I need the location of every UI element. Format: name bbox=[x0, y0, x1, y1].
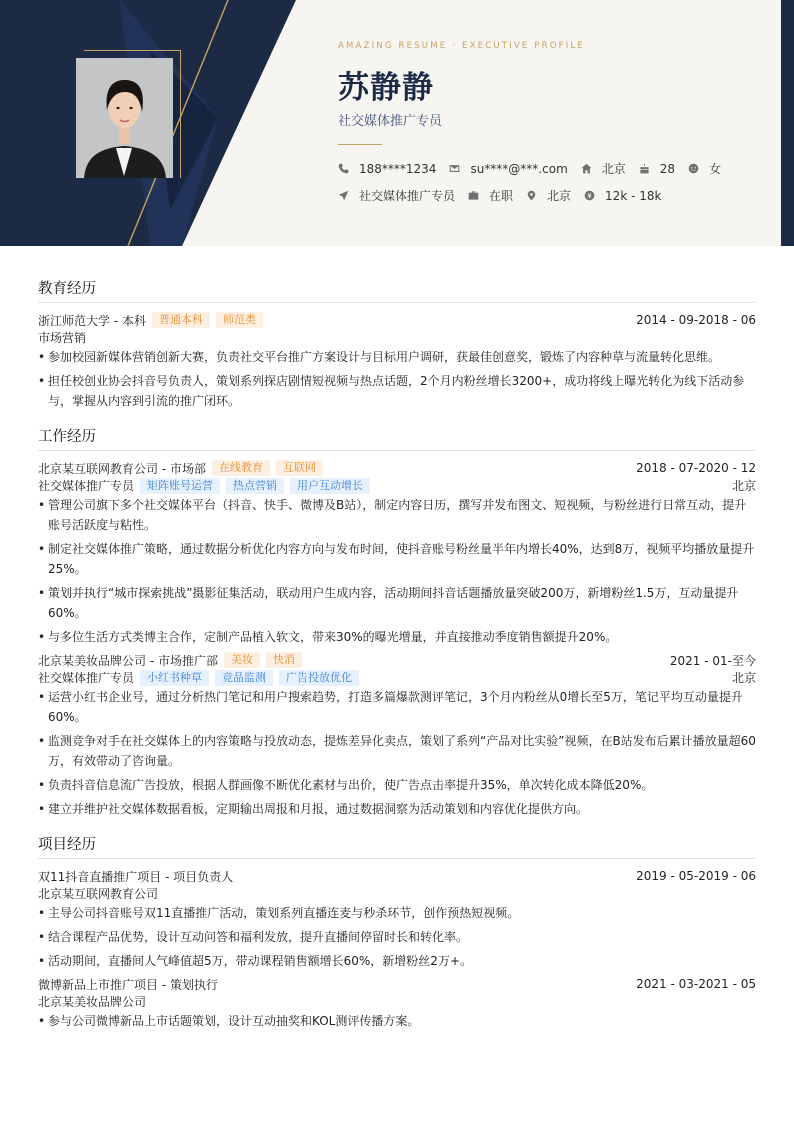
candidate-job-title: 社交媒体推广专员 bbox=[338, 114, 443, 129]
work-section bbox=[38, 425, 756, 823]
project-name-role: 双11抖音直播推广项目 - 项目负责人 bbox=[38, 869, 234, 884]
right-navy-strip bbox=[781, 0, 794, 246]
target-city-info bbox=[526, 187, 571, 204]
school-degree: 浙江师范大学 - 本科 bbox=[38, 313, 146, 328]
residence-info bbox=[581, 160, 626, 177]
bullet-item: • 参加校园新媒体营销创新大赛，负责社交平台推广方案设计与目标用户调研，获最佳创意奖，锻炼了内容种草与流量转化思维。 bbox=[38, 347, 756, 367]
expected-salary-text: 12k - 18k bbox=[605, 188, 662, 203]
gender-text: 女 bbox=[709, 162, 722, 176]
company-department: 北京某美妆品牌公司 - 市场推广部 bbox=[38, 653, 218, 668]
bullet-item: • 监测竞争对手在社交媒体上的内容策略与投放动态，提炼差异化卖点，策划了系列“产品对比实验”视频，在B站发布后累计播放量超60万，有效带动了咨询量。 bbox=[38, 731, 756, 771]
section-title: 教育经历 bbox=[38, 277, 756, 303]
education-entry bbox=[38, 311, 756, 411]
work-city: 北京 bbox=[731, 479, 756, 493]
skill-tag: 用户互动增长 bbox=[290, 478, 370, 494]
entry-date: 2019 - 05-2019 - 06 bbox=[636, 869, 756, 883]
bullet-list bbox=[38, 1011, 756, 1031]
work-city: 北京 bbox=[731, 671, 756, 685]
projects-section bbox=[38, 833, 756, 1035]
bullet-item: • 策划并执行“城市探索挑战”摄影征集活动，联动用户生成内容，活动期间抖音话题播放量突破200万，新增粉丝1.5万，互动量提升60%。 bbox=[38, 583, 756, 623]
project-name-role: 微博新品上市推广项目 - 策划执行 bbox=[38, 977, 218, 992]
entry-header bbox=[38, 975, 756, 993]
bullet-item: • 管理公司旗下多个社交媒体平台（抖音、快手、微博及B站），制定内容日历，撰写并发布图文、短视频，与粉丝进行日常互动，提升账号活跃度与粘性。 bbox=[38, 495, 756, 535]
bullet-item: • 与多位生活方式类博主合作，定制产品植入软文，带来30%的曝光增量，并直接推动季度销售额提升20%。 bbox=[38, 627, 756, 647]
resume-header bbox=[0, 0, 794, 246]
bullet-list bbox=[38, 903, 756, 971]
project-company-text: 北京某互联网教育公司 bbox=[38, 887, 159, 901]
project-company bbox=[38, 885, 756, 903]
section-title: 项目经历 bbox=[38, 833, 756, 859]
briefcase-icon bbox=[468, 190, 479, 201]
bullet-item: • 担任校创业协会抖音号负责人，策划系列探店剧情短视频与热点话题，2个月内粉丝增长3200+，成功将线上曝光转化为线下活动参与，掌握从内容到引流的推广闭环。 bbox=[38, 371, 756, 411]
education-section bbox=[38, 277, 756, 415]
bullet-item: • 负责抖音信息流广告投放，根据人群画像不断优化素材与出价，使广告点击率提升35%，单次转化成本降低20%。 bbox=[38, 775, 756, 795]
skill-tag: 热点营销 bbox=[226, 478, 284, 494]
project-company bbox=[38, 993, 756, 1011]
age-text: 28 bbox=[659, 161, 676, 176]
major-text: 市场营销 bbox=[38, 331, 87, 345]
school-tag: 师范类 bbox=[216, 312, 263, 328]
entry-date: 2014 - 09-2018 - 06 bbox=[636, 313, 756, 327]
industry-tag: 互联网 bbox=[276, 460, 323, 476]
phone-text: 188****1234 bbox=[359, 161, 437, 176]
school-tag: 普通本科 bbox=[152, 312, 210, 328]
header-tagline: AMAZING RESUME · EXECUTIVE PROFILE bbox=[338, 41, 585, 51]
entry-header bbox=[38, 651, 756, 669]
entry-date: 2021 - 01-至今 bbox=[669, 653, 756, 668]
target-position-text: 社交媒体推广专员 bbox=[359, 189, 456, 203]
bullet-list bbox=[38, 495, 756, 647]
bullet-item: • 运营小红书企业号，通过分析热门笔记和用户搜索趋势，打造多篇爆款测评笔记，3个月内粉丝从0增长至5万，笔记平均互动量提升60%。 bbox=[38, 687, 756, 727]
role-line bbox=[38, 477, 756, 495]
bullet-item: • 建立并维护社交媒体数据看板，定期输出周报和月报，通过数据洞察为活动策划和内容优化提供方向。 bbox=[38, 799, 756, 819]
major bbox=[38, 329, 756, 347]
job-intent-row bbox=[338, 187, 674, 204]
candidate-name: 苏静静 bbox=[338, 70, 434, 106]
project-entry bbox=[38, 867, 756, 971]
work-entry bbox=[38, 459, 756, 647]
entry-header bbox=[38, 459, 756, 477]
industry-tag: 美妆 bbox=[224, 652, 260, 668]
project-entry bbox=[38, 975, 756, 1031]
role-line bbox=[38, 669, 756, 687]
bullet-item: • 结合课程产品优势，设计互动问答和福利发放，提升直播间停留时长和转化率。 bbox=[38, 927, 756, 947]
bullet-list bbox=[38, 347, 756, 411]
email-info bbox=[449, 162, 567, 176]
home-icon bbox=[581, 163, 592, 174]
gold-divider bbox=[338, 144, 382, 145]
location-pin-icon bbox=[526, 190, 537, 201]
entry-header bbox=[38, 867, 756, 885]
bullet-item: • 制定社交媒体推广策略，通过数据分析优化内容方向与发布时间，使抖音账号粉丝量半年内增长40%，达到8万，视频平均播放量提升25%。 bbox=[38, 539, 756, 579]
entry-date: 2018 - 07-2020 - 12 bbox=[636, 461, 756, 475]
target-city-text: 北京 bbox=[547, 189, 572, 203]
role-text: 社交媒体推广专员 bbox=[38, 671, 135, 685]
industry-tag: 在线教育 bbox=[212, 460, 270, 476]
skill-tag: 广告投放优化 bbox=[279, 670, 359, 686]
contact-info-row bbox=[338, 160, 734, 177]
email-text: su****@***.com bbox=[470, 161, 568, 176]
entry-date: 2021 - 03-2021 - 05 bbox=[636, 977, 756, 991]
entry-header bbox=[38, 311, 756, 329]
skill-tag: 竞品监测 bbox=[215, 670, 273, 686]
company-department: 北京某互联网教育公司 - 市场部 bbox=[38, 461, 206, 476]
age-info bbox=[639, 162, 675, 176]
bullet-list bbox=[38, 687, 756, 819]
mail-icon bbox=[449, 163, 460, 174]
send-icon bbox=[338, 190, 349, 201]
bullet-item: • 主导公司抖音账号双11直播推广活动，策划系列直播连麦与秒杀环节，创作预热短视频。 bbox=[38, 903, 756, 923]
bullet-item: • 参与公司微博新品上市话题策划，设计互动抽奖和KOL测评传播方案。 bbox=[38, 1011, 756, 1031]
bullet-item: • 活动期间，直播间人气峰值超5万，带动课程销售额增长60%，新增粉丝2万+。 bbox=[38, 951, 756, 971]
residence-text: 北京 bbox=[601, 162, 626, 176]
role-text: 社交媒体推广专员 bbox=[38, 479, 135, 493]
employment-status-text: 在职 bbox=[489, 189, 514, 203]
work-entry bbox=[38, 651, 756, 819]
phone-icon bbox=[338, 163, 349, 174]
skill-tag: 小红书种草 bbox=[140, 670, 209, 686]
skill-tag: 矩阵账号运营 bbox=[140, 478, 220, 494]
section-title: 工作经历 bbox=[38, 425, 756, 451]
expected-salary-info bbox=[584, 189, 661, 203]
project-company-text: 北京某美妆品牌公司 bbox=[38, 995, 147, 1009]
gender-info bbox=[688, 160, 721, 177]
target-position-info bbox=[338, 187, 455, 204]
profile-photo bbox=[76, 58, 173, 178]
gender-icon bbox=[688, 163, 699, 174]
birthday-cake-icon bbox=[639, 163, 650, 174]
phone-info bbox=[338, 162, 436, 176]
money-icon bbox=[584, 190, 595, 201]
industry-tag: 快消 bbox=[266, 652, 302, 668]
employment-status-info bbox=[468, 187, 513, 204]
profile-photo-illustration bbox=[76, 58, 173, 178]
